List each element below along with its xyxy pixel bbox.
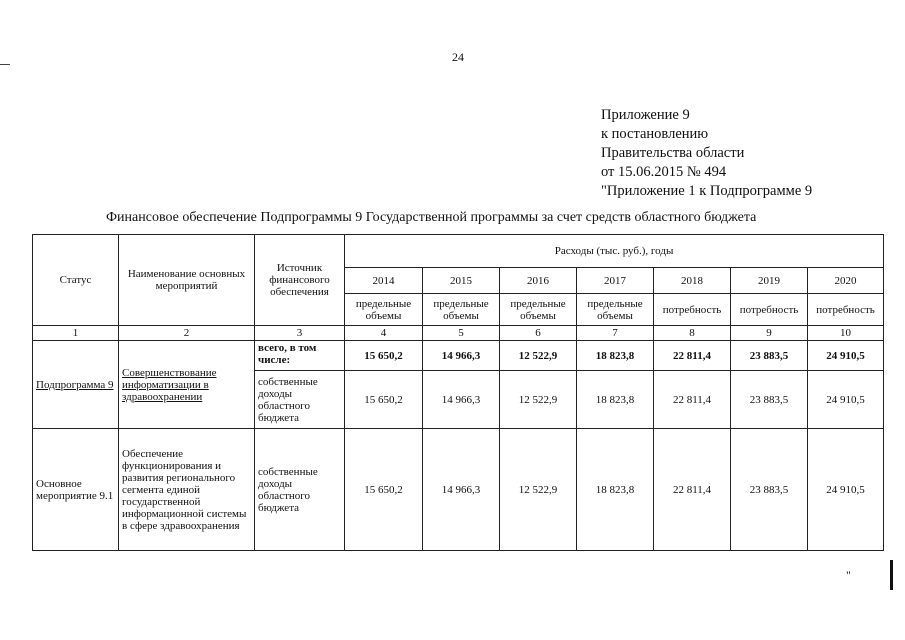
- measure-value-2018: 22 811,4: [654, 429, 731, 551]
- document-title: Финансовое обеспечение Подпрограммы 9 Государственной программы за счет средств областного бюджета: [106, 210, 757, 225]
- page-edge-mark: [0, 64, 10, 65]
- subprogram-name: Совершенствование информатизации в здравоохранении: [119, 341, 255, 429]
- column-number-9: 9: [731, 326, 808, 341]
- subprogram-total-2014: 15 650,2: [345, 341, 423, 371]
- header-year-2015: 2015: [423, 268, 500, 294]
- header-year-2018: 2018: [654, 268, 731, 294]
- column-number-5: 5: [423, 326, 500, 341]
- measure-value-2014: 15 650,2: [345, 429, 423, 551]
- measure-source: собственные доходы областного бюджета: [255, 429, 345, 551]
- appendix-line-5: "Приложение 1 к Подпрограмме 9: [601, 183, 813, 199]
- subprogram-total-2016: 12 522,9: [500, 341, 577, 371]
- header-note-2014: предельные объемы: [345, 294, 423, 326]
- column-number-1: 1: [33, 326, 119, 341]
- measure-value-2019: 23 883,5: [731, 429, 808, 551]
- header-note-2015: предельные объемы: [423, 294, 500, 326]
- subprogram-total-2017: 18 823,8: [577, 341, 654, 371]
- subprogram-own-2019: 23 883,5: [731, 371, 808, 429]
- header-note-2017: предельные объемы: [577, 294, 654, 326]
- header-source: Источник финансового обеспечения: [255, 235, 345, 326]
- appendix-line-4: от 15.06.2015 № 494: [601, 164, 727, 180]
- header-note-2018: потребность: [654, 294, 731, 326]
- header-expenses: Расходы (тыс. руб.), годы: [345, 235, 884, 268]
- measure-value-2020: 24 910,5: [808, 429, 884, 551]
- column-number-3: 3: [255, 326, 345, 341]
- financing-table: [32, 234, 884, 551]
- subprogram-own-2017: 18 823,8: [577, 371, 654, 429]
- subprogram-total-2020: 24 910,5: [808, 341, 884, 371]
- header-year-2019: 2019: [731, 268, 808, 294]
- measure-status: Основное мероприятие 9.1: [33, 429, 119, 551]
- measure-value-2015: 14 966,3: [423, 429, 500, 551]
- column-number-7: 7: [577, 326, 654, 341]
- appendix-line-3: Правительства области: [601, 145, 745, 161]
- subprogram-own-2014: 15 650,2: [345, 371, 423, 429]
- subprogram-own-2015: 14 966,3: [423, 371, 500, 429]
- subprogram-own-2018: 22 811,4: [654, 371, 731, 429]
- measure-name: Обеспечение функционирования и развития регионального сегмента единой государственной информационной системы в сфере здравоохранения: [119, 429, 255, 551]
- subprogram-total-2019: 23 883,5: [731, 341, 808, 371]
- subprogram-total-2018: 22 811,4: [654, 341, 731, 371]
- closing-quote: ": [846, 568, 851, 582]
- subprogram-own-2020: 24 910,5: [808, 371, 884, 429]
- header-year-2016: 2016: [500, 268, 577, 294]
- appendix-block: [601, 106, 812, 201]
- subprogram-total-2015: 14 966,3: [423, 341, 500, 371]
- scan-edge-mark: [890, 560, 893, 590]
- header-name: Наименование основных мероприятий: [119, 235, 255, 326]
- measure-value-2016: 12 522,9: [500, 429, 577, 551]
- header-year-2020: 2020: [808, 268, 884, 294]
- header-year-2014: 2014: [345, 268, 423, 294]
- column-number-2: 2: [119, 326, 255, 341]
- header-note-2016: предельные объемы: [500, 294, 577, 326]
- page-number: 24: [452, 50, 464, 64]
- column-number-6: 6: [500, 326, 577, 341]
- header-status: Статус: [33, 235, 119, 326]
- subprogram-own-2016: 12 522,9: [500, 371, 577, 429]
- subprogram-own-label: собственные доходы областного бюджета: [255, 371, 345, 429]
- header-note-2019: потребность: [731, 294, 808, 326]
- column-number-10: 10: [808, 326, 884, 341]
- appendix-line-1: Приложение 9: [601, 107, 690, 123]
- subprogram-status: Подпрограмма 9: [33, 341, 119, 429]
- subprogram-total-label: всего, в том числе:: [255, 341, 345, 371]
- header-note-2020: потребность: [808, 294, 884, 326]
- header-year-2017: 2017: [577, 268, 654, 294]
- measure-value-2017: 18 823,8: [577, 429, 654, 551]
- appendix-line-2: к постановлению: [601, 126, 709, 142]
- column-number-8: 8: [654, 326, 731, 341]
- column-number-4: 4: [345, 326, 423, 341]
